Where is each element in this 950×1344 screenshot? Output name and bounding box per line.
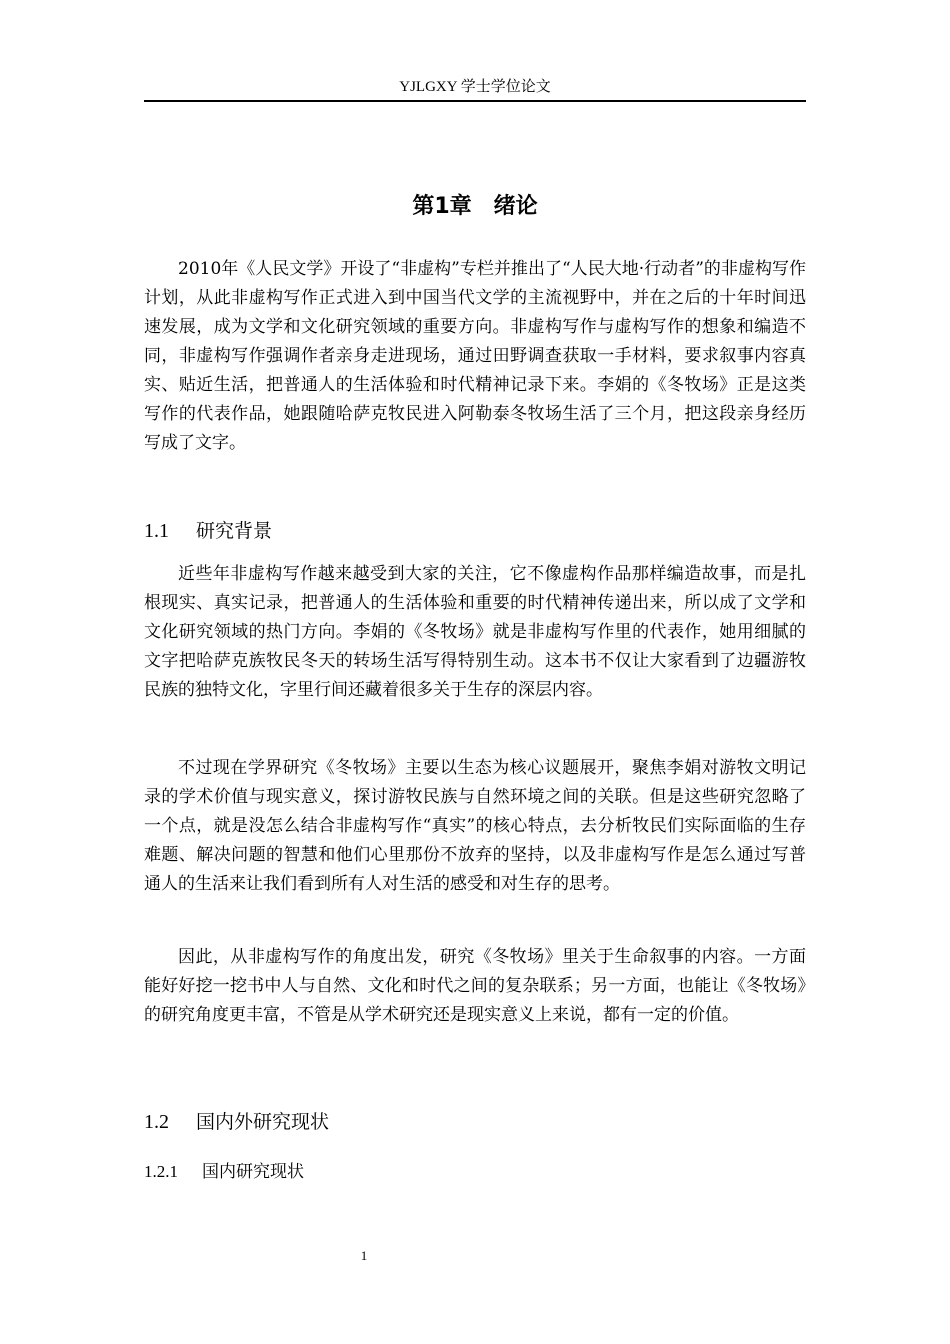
paragraph-1-1-2: 不过现在学界研究《冬牧场》主要以生态为核心议题展开，聚焦李娟对游牧文明记录的学术价值与现实意义，探讨游牧民族与自然环境之间的关联。但是这些研究忽略了一个点，就是没怎么结合非虚构写作“真实”的核心特点，去分析牧民们实际面临的生存难题、解决问题的智慧和他们心里那份不放弃的坚持，以及非虚构写作是怎么通过写普通人的生活来让我们看到所有人对生活的感受和对生存的思考。 [144, 758, 806, 894]
header-rule [144, 100, 806, 102]
page-number: 1 [360, 1248, 368, 1263]
section-number: 1.1 [144, 520, 169, 542]
paragraph-1-1-1: 近些年非虚构写作越来越受到大家的关注，它不像虚构作品那样编造故事，而是扎根现实、真实记录，把普通人的生活体验和重要的时代精神传递出来，所以成了文学和文化研究领域的热门方向。李娟的《冬牧场》就是非虚构写作里的代表作，她用细腻的文字把哈萨克族牧民冬天的转场生活写得特别生动。这本书不仅让大家看到了边疆游牧民族的独特文化，字里行间还藏着很多关于生存的深层内容。 [144, 564, 806, 700]
section-title: 研究背景 [196, 520, 273, 542]
subsection-heading-1-2-1 [144, 1160, 806, 1184]
intro-paragraph: 2010年《人民文学》开设了“非虚构”专栏并推出了“人民大地·行动者”的非虚构写作计划，从此非虚构写作正式进入到中国当代文学的主流视野中，并在之后的十年时间迅速发展，成为文学和文化研究领域的重要方向。非虚构写作与虚构写作的想象和编造不同，非虚构写作强调作者亲身走进现场，通过田野调查获取一手材料，要求叙事内容真实、贴近生活，把普通人的生活体验和时代精神记录下来。李娟的《冬牧场》正是这类写作的代表作品，她跟随哈萨克牧民进入阿勒泰冬牧场生活了三个月，把这段亲身经历写成了文字。 [144, 259, 806, 453]
section-title: 国内外研究现状 [196, 1111, 330, 1133]
paragraph-1-1-3: 因此，从非虚构写作的角度出发，研究《冬牧场》里关于生命叙事的内容。一方面能好好挖一挖书中人与自然、文化和时代之间的复杂联系；另一方面，也能让《冬牧场》的研究角度更丰富，不管是从学术研究还是现实意义上来说，都有一定的价值。 [144, 947, 806, 1025]
subsection-number: 1.2.1 [144, 1162, 178, 1181]
chapter-number: 第1章 [412, 194, 472, 219]
chapter-title [144, 192, 806, 222]
section-number: 1.2 [144, 1111, 169, 1133]
section-heading-1-1 [144, 518, 806, 544]
section-heading-1-2 [144, 1109, 806, 1135]
running-header: YJLGXY 学士学位论文 [399, 79, 551, 95]
subsection-title: 国内研究现状 [202, 1162, 304, 1182]
chapter-name: 绪论 [493, 194, 538, 219]
